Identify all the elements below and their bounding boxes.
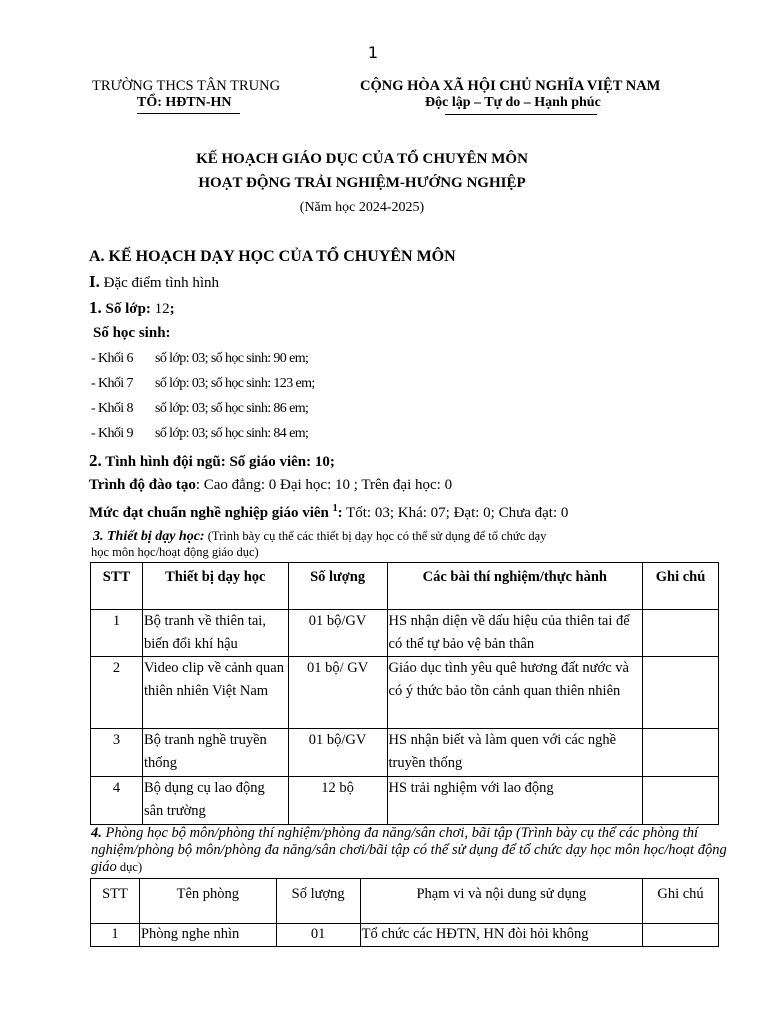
header-scope: Phạm vi và nội dung sử dụng	[360, 879, 642, 924]
table-row	[91, 657, 719, 729]
motto: Độc lập – Tự do – Hạnh phúc	[425, 95, 601, 110]
page-number: 1	[367, 43, 379, 62]
grade-value: số lớp: 03; số học sinh: 86 em;	[155, 401, 309, 416]
motto-underline	[445, 114, 597, 115]
cell-stt: 4	[91, 777, 143, 825]
grade-label: - Khối 6	[91, 351, 133, 366]
standard-colon: :	[337, 505, 343, 521]
grade-row	[91, 376, 315, 392]
school-name: TRƯỜNG THCS TÂN TRUNG	[92, 78, 281, 94]
section-i-heading	[89, 272, 219, 292]
header-note: Ghi chú	[643, 563, 719, 610]
header-stt: STT	[91, 563, 143, 610]
header-quantity: Số lượng	[276, 879, 360, 924]
cell-experiments: HS nhận biết và làm quen với các nghề truyền thống	[387, 729, 643, 777]
cell-note	[643, 610, 719, 657]
rooms-text-tail: dục)	[116, 860, 143, 874]
cell-note	[643, 777, 719, 825]
cell-equipment: Video clip về cảnh quan thiên nhiên Việt Nam	[142, 657, 288, 729]
rooms-table	[90, 878, 719, 947]
cell-stt: 1	[91, 610, 143, 657]
table-row	[91, 924, 719, 947]
training-label: Trình độ đào tạo	[89, 477, 196, 493]
grade-value: số lớp: 03; số học sinh: 84 em;	[155, 426, 309, 441]
equipment-note-line-2: học môn học/hoạt động giáo dục)	[91, 545, 259, 559]
school-year: (Năm học 2024-2025)	[299, 200, 425, 215]
standard-label: Mức đạt chuẩn nghề nghiệp giáo viên	[89, 505, 333, 521]
header-experiments: Các bài thí nghiệm/thực hành	[387, 563, 643, 610]
class-count	[89, 298, 175, 318]
table-header-row	[91, 563, 719, 610]
cell-experiments: Giáo dục tình yêu quê hương đất nước và có ý thức bảo tồn cảnh quan thiên nhiên	[387, 657, 643, 729]
title-line-2: HOẠT ĐỘNG TRẢI NGHIỆM-HƯỚNG NGHIỆP	[198, 175, 526, 191]
grade-value: số lớp: 03; số học sinh: 123 em;	[155, 376, 315, 391]
cell-equipment: Bộ tranh nghề truyền thống	[142, 729, 288, 777]
table-row	[91, 610, 719, 657]
cell-equipment: Bộ dụng cụ lao động sân trường	[142, 777, 288, 825]
training-level	[89, 477, 452, 494]
grade-row	[91, 401, 308, 417]
table-row	[91, 729, 719, 777]
cell-experiments: HS nhận diện về dấu hiệu của thiên tai để có thể tự bảo vệ bản thân	[387, 610, 643, 657]
header-room-name: Tên phòng	[139, 879, 276, 924]
cell-stt: 1	[91, 924, 140, 947]
header-stt: STT	[91, 879, 140, 924]
cell-experiments: HS trải nghiệm với lao động	[387, 777, 643, 825]
header-note: Ghi chú	[643, 879, 719, 924]
equipment-table	[90, 562, 719, 825]
equipment-note: (Trình bày cụ thể các thiết bị dạy học có thể sử dụng để tổ chức dạy	[204, 529, 547, 543]
cell-stt: 3	[91, 729, 143, 777]
class-count-end: ;	[169, 301, 175, 317]
training-value: : Cao đẳng: 0 Đại học: 10 ; Trên đại học: 0	[195, 477, 453, 493]
cell-quantity: 01	[276, 924, 360, 947]
equipment-heading	[93, 529, 546, 545]
title-line-1: KẾ HOẠCH GIÁO DỤC CỦA TỔ CHUYÊN MÔN	[196, 151, 528, 167]
grade-label: - Khối 7	[91, 376, 133, 391]
cell-note	[643, 657, 719, 729]
table-header-row	[91, 879, 719, 924]
cell-room-name: Phòng nghe nhìn	[139, 924, 276, 947]
equipment-label: 3. Thiết bị dạy học:	[93, 529, 205, 544]
standard-value: Tốt: 03; Khá: 07; Đạt: 0; Chưa đạt: 0	[342, 505, 569, 521]
cell-quantity: 01 bộ/GV	[288, 729, 387, 777]
grade-value: số lớp: 03; số học sinh: 90 em;	[155, 351, 309, 366]
grade-label: - Khối 8	[91, 401, 133, 416]
table-row	[91, 777, 719, 825]
students-label: Số học sinh:	[93, 325, 171, 341]
cell-note	[643, 924, 719, 947]
section-i-number: I.	[89, 272, 100, 291]
cell-scope: Tổ chức các HĐTN, HN đòi hỏi không	[360, 924, 642, 947]
teacher-standard	[89, 503, 568, 522]
section-i-text: Đặc điểm tình hình	[99, 275, 220, 291]
country-name: CỘNG HÒA XÃ HỘI CHỦ NGHĨA VIỆT NAM	[360, 78, 661, 94]
section-a-heading: A. KẾ HOẠCH DẠY HỌC CỦA TỔ CHUYÊN MÔN	[89, 248, 456, 265]
cell-quantity: 01 bộ/GV	[288, 610, 387, 657]
rooms-text: Phòng học bộ môn/phòng thí nghiệm/phòng đa năng/sân chơi, bãi tập (Trình bày cụ thể các phòng thí nghiệm/phòng bộ môn/phòng đa năng/sân chơi/bãi tập có thể sử dụng để tổ chức dạy học môn học/hoạt động giáo	[91, 825, 727, 875]
staff-heading-text: Tình hình đội ngũ: Số giáo viên: 10;	[101, 454, 335, 470]
rooms-number: 4.	[91, 825, 102, 841]
header-equipment: Thiết bị dạy học	[142, 563, 288, 610]
rooms-heading	[91, 825, 731, 876]
cell-quantity: 01 bộ/ GV	[288, 657, 387, 729]
grade-row	[91, 351, 308, 367]
group-name: TỔ: HĐTN-HN	[137, 95, 232, 110]
class-count-number: 1.	[89, 298, 102, 317]
header-quantity: Số lượng	[288, 563, 387, 610]
class-count-label: Số lớp:	[101, 301, 151, 317]
footnote-marker: 1	[332, 503, 338, 514]
cell-quantity: 12 bộ	[288, 777, 387, 825]
cell-note	[643, 729, 719, 777]
class-count-value: 12	[150, 301, 170, 317]
group-underline	[137, 113, 240, 114]
staff-heading-number: 2.	[89, 451, 102, 470]
grade-row	[91, 426, 308, 442]
grade-label: - Khối 9	[91, 426, 133, 441]
cell-equipment: Bộ tranh về thiên tai, biến đổi khí hậu	[142, 610, 288, 657]
staff-heading	[89, 451, 335, 471]
cell-stt: 2	[91, 657, 143, 729]
